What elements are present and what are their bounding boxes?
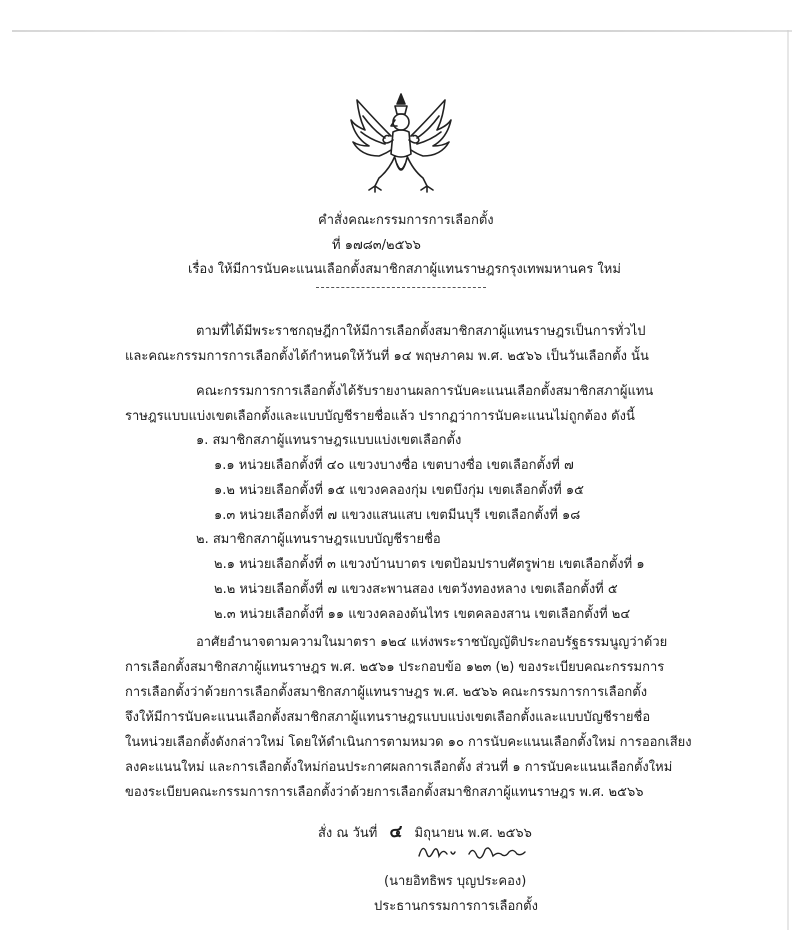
signer-name: (นายอิทธิพร บุญประคอง) — [384, 874, 527, 889]
list-group2-title: ๒. สมาชิกสภาผู้แทนราษฎรแบบบัญชีรายชื่อ — [196, 532, 441, 547]
para3-line3: การเลือกตั้งว่าด้วยการเลือกตั้งสมาชิกสภาผู้แทนราษฎร พ.ศ. ๒๕๖๖ คณะกรรมการการเลือกตั้ง — [125, 685, 648, 700]
order-title: คำสั่งคณะกรรมการการเลือกตั้ง — [318, 213, 494, 228]
separator-line — [316, 287, 486, 288]
garuda-emblem-icon — [345, 90, 457, 202]
para3-line7: ของระเบียบคณะกรรมการการเลือกตั้งว่าด้วยการเลือกตั้งสมาชิกสภาผู้แทนราษฎร พ.ศ. ๒๕๖๖ — [125, 785, 644, 800]
list-item: ๒.๓ หน่วยเลือกตั้งที่ ๑๑ แขวงคลองต้นไทร เขตคลองสาน เขตเลือกตั้งที่ ๒๔ — [214, 607, 631, 622]
signer-title: ประธานกรรมการการเลือกตั้ง — [374, 899, 538, 914]
order-subject: เรื่อง ให้มีการนับคะแนนเลือกตั้งสมาชิกสภาผู้แทนราษฎรกรุงเทพมหานคร ใหม่ — [188, 262, 621, 277]
para1-line2: และคณะกรรมการการเลือกตั้งได้กำหนดให้วันที่ ๑๔ พฤษภาคม พ.ศ. ๒๕๖๖ เป็นวันเลือกตั้ง นั้น — [125, 349, 649, 364]
list-item: ๑.๒ หน่วยเลือกตั้งที่ ๑๕ แขวงคลองกุ่ม เขตบึงกุ่ม เขตเลือกตั้งที่ ๑๕ — [214, 483, 584, 498]
para3-line5: ในหน่วยเลือกตั้งดังกล่าวใหม่ โดยให้ดำเนินการตามหมวด ๑๐ การนับคะแนนเลือกตั้งใหม่ การออกเสียง — [125, 735, 692, 750]
para2-line1: คณะกรรมการการเลือกตั้งได้รับรายงานผลการนับคะแนนเลือกตั้งสมาชิกสภาผู้แทน — [196, 384, 654, 399]
para2-line2: ราษฎรแบบแบ่งเขตเลือกตั้งและแบบบัญชีรายชื่อแล้ว ปรากฏว่าการนับคะแนนไม่ถูกต้อง ดังนี้ — [125, 409, 635, 424]
date-prefix: สั่ง ณ วันที่ — [318, 826, 378, 841]
list-group1-title: ๑. สมาชิกสภาผู้แทนราษฎรแบบแบ่งเขตเลือกตั้ง — [196, 433, 462, 448]
list-item: ๑.๓ หน่วยเลือกตั้งที่ ๗ แขวงแสนแสบ เขตมีนบุรี เขตเลือกตั้งที่ ๑๘ — [214, 508, 581, 523]
para3-line6: ลงคะแนนใหม่ และการเลือกตั้งใหม่ก่อนประกาศผลการเลือกตั้ง ส่วนที่ ๑ การนับคะแนนเลือกตั้งใหม่ — [125, 760, 673, 775]
date-rest: มิถุนายน พ.ศ. ๒๕๖๖ — [414, 826, 532, 841]
date-day: ๔ — [389, 822, 403, 842]
handwritten-signature — [415, 834, 535, 870]
list-item: ๒.๒ หน่วยเลือกตั้งที่ ๗ แขวงสะพานสอง เขตวังทองหลาง เขตเลือกตั้งที่ ๕ — [214, 582, 618, 597]
para1-line1: ตามที่ได้มีพระราชกฤษฎีกาให้มีการเลือกตั้งสมาชิกสภาผู้แทนราษฎรเป็นการทั่วไป — [196, 324, 646, 339]
para3-line2: การเลือกตั้งสมาชิกสภาผู้แทนราษฎร พ.ศ. ๒๕๖๑ ประกอบข้อ ๑๒๓ (๒) ของระเบียบคณะกรรมการ — [125, 660, 665, 675]
order-number: ที่ ๑๗๘๓/๒๕๖๖ — [332, 238, 421, 253]
list-item: ๑.๑ หน่วยเลือกตั้งที่ ๔๐ แขวงบางซื่อ เขตบางซื่อ เขตเลือกตั้งที่ ๗ — [214, 458, 574, 473]
scan-edge-top — [12, 30, 792, 32]
para3-line1: อาศัยอำนาจตามความในมาตรา ๑๒๔ แห่งพระราชบัญญัติประกอบรัฐธรรมนูญว่าด้วย — [196, 635, 668, 650]
scan-edge-right — [787, 30, 789, 930]
list-item: ๒.๑ หน่วยเลือกตั้งที่ ๓ แขวงบ้านบาตร เขตป้อมปราบศัตรูพ่าย เขตเลือกตั้งที่ ๑ — [214, 557, 645, 572]
para3-line4: จึงให้มีการนับคะแนนเลือกตั้งสมาชิกสภาผู้แทนราษฎรแบบแบ่งเขตเลือกตั้งและแบบบัญชีรายชื่อ — [125, 710, 651, 725]
